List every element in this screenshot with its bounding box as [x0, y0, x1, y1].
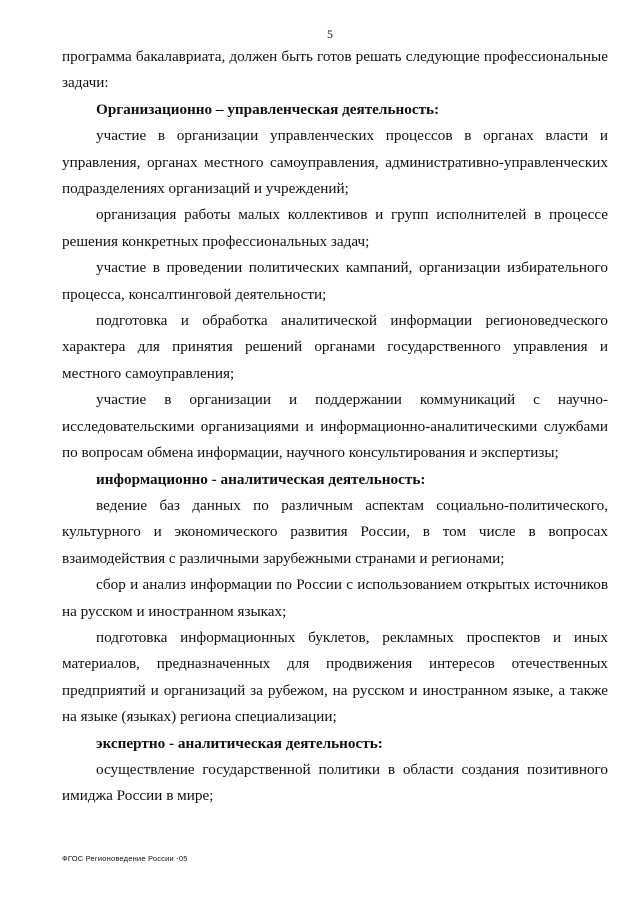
paragraph-task: осуществление государственной политики в области создания позитивного имиджа России в мире; — [62, 760, 608, 805]
page-footer: ФГОС Регионоведение России -05 — [62, 854, 188, 863]
heading-expert-analytical: экспертно - аналитическая деятельность: — [96, 734, 383, 752]
paragraph-task: сбор и анализ информации по России с использованием открытых источников на русском и иностранном языках; — [62, 576, 608, 620]
heading-information-analytical: информационно - аналитическая деятельность: — [96, 470, 426, 488]
document-body — [62, 44, 608, 810]
paragraph-task: подготовка и обработка аналитической информации регионоведческого характера для принятия решений органами государственного управления и местного самоуправления; — [62, 312, 608, 382]
paragraph-task: участие в организации управленческих процессов в органах власти и управления, органах местного самоуправления, административно-управленческих подразделениях организаций и учреждений; — [62, 127, 608, 198]
page-number: 5 — [327, 27, 333, 41]
paragraph-task: участие в организации и поддержании коммуникаций с научно-исследовательскими организациями и информационно-аналитическими службами по вопросам обмена информации, научного консультирования и экспертизы; — [62, 391, 608, 462]
paragraph-task: организация работы малых коллективов и групп исполнителей в процессе решения конкретных профессиональных задач; — [62, 206, 608, 250]
paragraph-task: участие в проведении политических кампаний, организации избирательного процесса, консалтинговой деятельности; — [62, 259, 608, 303]
paragraph-task: подготовка информационных буклетов, рекламных проспектов и иных материалов, предназначенных для продвижения интересов отечественных предприятий и организаций за рубежом, на русском и иностранном языке, а также на языке (языках) региона специализации; — [62, 628, 608, 726]
heading-organizational-management: Организационно – управленческая деятельность: — [96, 100, 440, 118]
paragraph-intro: программа бакалавриата, должен быть готов решать следующие профессиональные задачи: — [62, 48, 608, 92]
paragraph-task: ведение баз данных по различным аспектам социально-политического, культурного и экономического развития России, в том числе в вопросах взаимодействия с различными зарубежными странами и регионами; — [62, 496, 608, 567]
